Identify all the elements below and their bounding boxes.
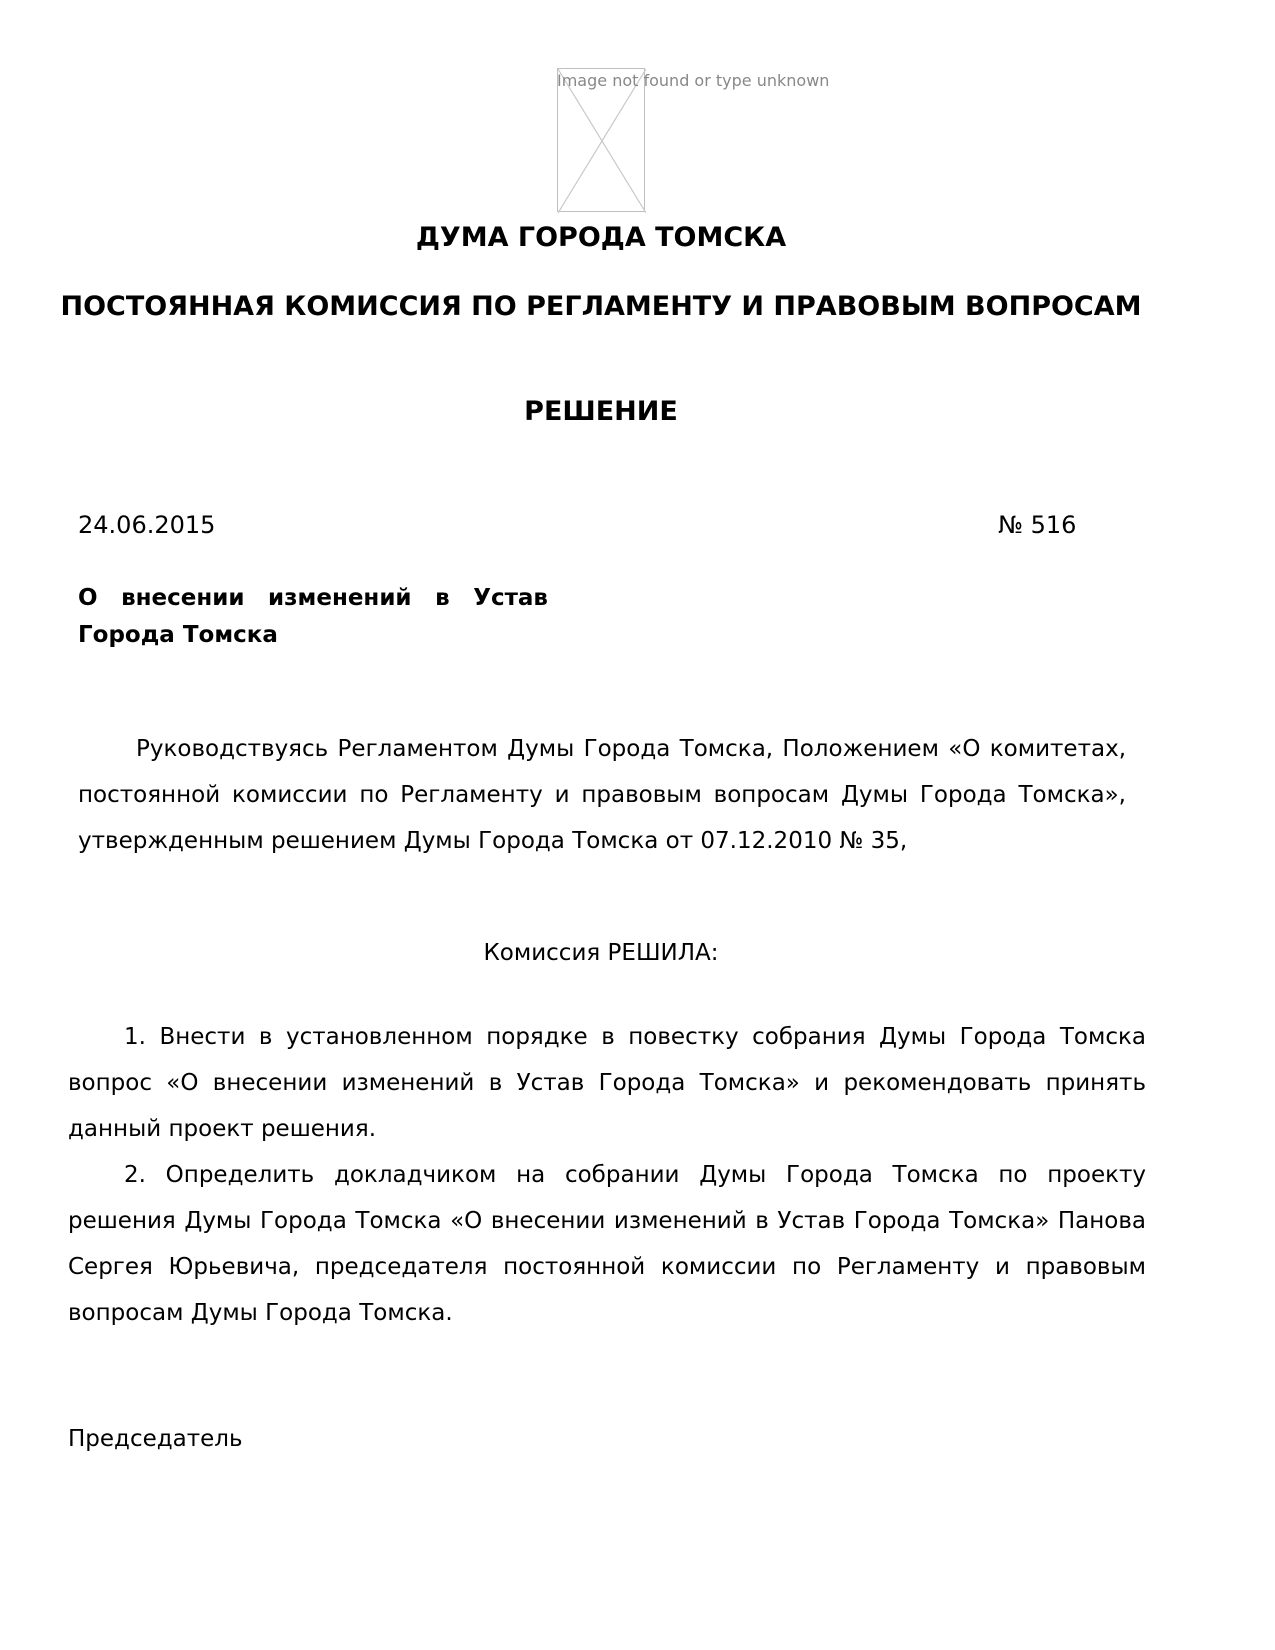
decision-item-2: 2. Определить докладчиком на собрании Думы Города Томска по проекту решения Думы Города Томска «О внесении изменений в Устав Города Томска» Панова Сергея Юрьевича, председателя постоянной комиссии по Регламенту и правовым вопросам Думы Города Томска. — [68, 1162, 1146, 1326]
subject-line-1: О внесении изменений в Устав — [78, 585, 548, 611]
preamble-paragraph: Руководствуясь Регламентом Думы Города Томска, Положением «О комитетах, постоянной комиссии по Регламенту и правовым вопросам Думы Города Томска», утвержденным решением Думы Города Томска от 07.12.2010 № 35, — [78, 736, 1126, 854]
decision-item-1: 1. Внести в установленном порядке в повестку собрания Думы Города Томска вопрос «О внесении изменений в Устав Города Томска» и рекомендовать принять данный проект решения. — [68, 1024, 1146, 1142]
chair-signature-label: Председатель — [68, 1426, 243, 1452]
document-subject — [78, 580, 548, 654]
document-number: № 516 — [998, 511, 1077, 539]
broken-image-icon — [558, 69, 646, 213]
document-type: РЕШЕНИЕ — [524, 396, 678, 427]
decision-heading: Комиссия РЕШИЛА: — [483, 940, 719, 966]
subject-line-2: Города Томска — [78, 622, 278, 648]
commission-title: ПОСТОЯННАЯ КОМИССИЯ ПО РЕГЛАМЕНТУ И ПРАВОВЫМ ВОПРОСАМ — [60, 291, 1142, 322]
document-date: 24.06.2015 — [78, 511, 216, 539]
organization-title: ДУМА ГОРОДА ТОМСКА — [415, 222, 787, 253]
image-alt-text: Image not found or type unknown — [557, 71, 830, 90]
